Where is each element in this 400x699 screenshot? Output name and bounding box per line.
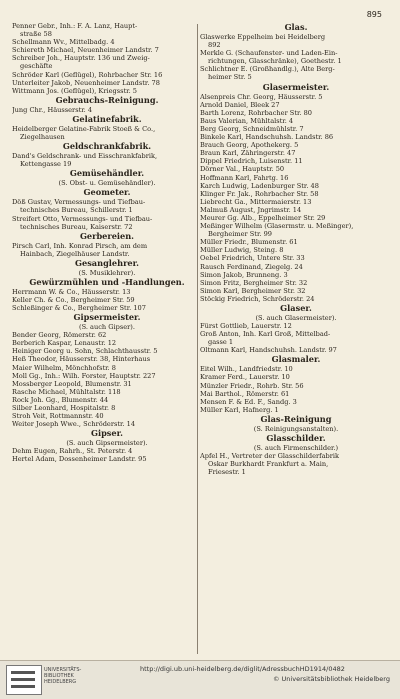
directory-entry: Dehm Eugen, Rahrh., St. Peterstr. 4 bbox=[12, 447, 133, 456]
section-heading: Gelatinefabrik. bbox=[72, 113, 142, 124]
directory-entry: Bergheimer Str. 99 bbox=[208, 230, 272, 239]
directory-entry: Karch Ludwig, Ladenburger Str. 48 bbox=[200, 181, 319, 190]
directory-entry: Jung Chr., Häusserstr. 4 bbox=[12, 105, 93, 114]
directory-entry: Wittmann Jos. (Geflügel), Kriegsstr. 5 bbox=[12, 86, 137, 95]
section-heading: Glasmaler. bbox=[271, 354, 321, 365]
directory-entry: Schleßinger & Co., Bergheimer Str. 107 bbox=[12, 304, 146, 313]
directory-entry: Pirsch Carl, Inh. Konrad Pirsch, am dem bbox=[12, 241, 148, 250]
section-heading: Glaser. bbox=[280, 303, 312, 313]
section-heading: Glasschilder. bbox=[266, 432, 326, 443]
directory-entry: Unterleiter Jakob, Neuenheimer Landstr. 78 bbox=[12, 78, 160, 87]
directory-entry: Penner Gebr., Inh.: F. A. Lanz, Haupt- bbox=[12, 22, 138, 30]
directory-entry: Stroh Veit, Rottmannstr. 40 bbox=[12, 412, 104, 421]
section-heading: Glas. bbox=[284, 22, 308, 32]
directory-entry: Berberich Kaspar, Lenaustr. 12 bbox=[12, 339, 117, 348]
directory-entry: Kettengasse 19 bbox=[20, 160, 72, 169]
directory-entry: Silber Leonhard, Hospitalstr. 8 bbox=[12, 404, 116, 412]
right-column bbox=[200, 22, 392, 476]
viewer-footer bbox=[0, 660, 400, 699]
section-heading: Geldschrankfabrik. bbox=[62, 141, 152, 152]
directory-entry: Apfel H., Vertreter der Glasschilderfabrik bbox=[200, 451, 340, 460]
directory-entry: Dörner Val., Hauptstr. 50 bbox=[200, 165, 285, 174]
directory-entry: Streifert Otto, Vermessungs- und Tiefbau- bbox=[12, 214, 153, 223]
directory-entry: Meurer Gg. Alb., Eppelheimer Str. 29 bbox=[200, 213, 326, 222]
directory-entry: Oebel Friedrich, Untere Str. 33 bbox=[200, 254, 305, 263]
directory-entry: Hainbach, Ziegelhäuser Landstr. bbox=[20, 249, 130, 258]
section-heading: Gebrauchs-Reinigung. bbox=[55, 94, 159, 105]
directory-entry: 892 bbox=[208, 41, 221, 50]
directory-entry: Müller Friedr., Blumenstr. 61 bbox=[200, 238, 298, 247]
directory-entry: Mossberger Leopold, Blumenstr. 31 bbox=[12, 379, 132, 388]
page-number: 895 bbox=[366, 10, 382, 19]
directory-entry: Dand's Geldschrank- und Eisschrankfabrik, bbox=[12, 152, 158, 161]
directory-entry: Keller Ch. & Co., Bergheimer Str. 59 bbox=[12, 295, 135, 304]
directory-entry: Heß Theodor, Häusserstr. 38, Hinterhaus bbox=[12, 355, 151, 364]
directory-entry: heimer Str. 5 bbox=[208, 73, 252, 82]
directory-entry: Klinger Fr. Jak., Rohrbacher Str. 58 bbox=[200, 189, 319, 198]
section-heading: Gipser. bbox=[90, 428, 124, 439]
directory-entry: Binkele Karl, Handschuhsh. Landstr. 86 bbox=[200, 133, 334, 142]
directory-entry: Maier Wilhelm, Mönchhofstr. 8 bbox=[12, 363, 116, 372]
directory-entry: Müller Ludwig, Steing. 8 bbox=[200, 246, 284, 255]
left-column bbox=[12, 22, 202, 463]
directory-entry: Mai Barthol., Römerstr. 61 bbox=[200, 389, 290, 398]
library-logo-text: UNIVERSITÄTS- BIBLIOTHEK HEIDELBERG bbox=[44, 667, 82, 685]
copyright-notice: © Universitätsbibliothek Heidelberg bbox=[272, 675, 390, 683]
directory-entry: Alsenpreis Chr. Georg, Häusserstr. 5 bbox=[200, 92, 323, 101]
permalink-url[interactable]: http://digi.ub.uni-heidelberg.de/diglit/AdressbuchHD1914/0482 bbox=[140, 665, 345, 673]
directory-entry: Simon Karl, Bergheimer Str. 32 bbox=[200, 286, 306, 295]
directory-entry: Oskar Burkhardt Frankfurt a. Main, bbox=[208, 460, 329, 469]
directory-entry: Baus Valerian, Mühltalstr. 4 bbox=[200, 116, 294, 125]
directory-entry: Mensen F. & Ed. F., Sandg. 3 bbox=[200, 397, 297, 406]
section-heading: Geometer. bbox=[83, 187, 131, 198]
directory-entry: Barth Lorenz, Rohrbacher Str. 80 bbox=[200, 108, 312, 117]
directory-entry: Schellmann Wv., Mittelbadg. 4 bbox=[12, 38, 115, 47]
directory-entry: Schiereth Michael, Neuenheimer Landstr. 7 bbox=[12, 46, 159, 55]
section-heading: Gesanglehrer. bbox=[75, 257, 139, 268]
directory-entry: Heidelberger Gelatine-Fabrik Stoeß & Co., bbox=[12, 124, 156, 133]
directory-entry: Simon Fritz, Bergheimer Str. 32 bbox=[200, 278, 308, 287]
directory-entry: Ziegelhausen bbox=[20, 133, 65, 142]
directory-entry: gasse 1 bbox=[208, 338, 234, 347]
directory-entry: Schreiber Joh., Hauptstr. 136 und Zweig- bbox=[12, 54, 150, 63]
directory-entry: Weiter Joseph Wwe., Schröderstr. 14 bbox=[12, 420, 136, 429]
directory-entry: Eitel Wilh., Landfriedstr. 10 bbox=[200, 365, 293, 374]
directory-entry: Berg Georg, Schneidmühlstr. 7 bbox=[200, 124, 304, 133]
directory-entry: Bender Georg, Römerstr. 62 bbox=[12, 331, 107, 340]
directory-entry: Meßinger Wilhelm (Glasermstr. u. Meßinger), bbox=[200, 222, 354, 231]
directory-entry: Groß Anton, Inh. Karl Groß, Mittelbad- bbox=[200, 330, 331, 339]
section-heading: Glas-Reinigung bbox=[260, 413, 332, 424]
section-heading: Gipsermeister. bbox=[73, 312, 141, 323]
directory-entry: Heiniger Georg u. Sohn, Schlachthausstr. 5 bbox=[12, 347, 158, 356]
column-divider bbox=[197, 24, 198, 654]
cross-reference: (S. auch Gipsermeister). bbox=[66, 439, 148, 448]
directory-entry: Dippel Friedrich, Luisenstr. 11 bbox=[200, 157, 303, 166]
cross-reference: (S. Musiklehrer). bbox=[78, 268, 136, 277]
cross-reference: (S. Reinigungsanstalten). bbox=[253, 424, 339, 433]
directory-entry: Schröder Karl (Geflügel), Rohrbacher Str. 16 bbox=[12, 70, 163, 79]
directory-entry: Merkle G. (Schaufenster- und Laden-Ein- bbox=[200, 49, 338, 58]
section-heading: Gerbereien. bbox=[79, 230, 135, 241]
directory-entry: Hoffmann Karl, Fahrtg. 16 bbox=[200, 173, 289, 182]
directory-entry: Moll Gg., Inh.: Wilh. Forster, Hauptstr. 227 bbox=[12, 371, 156, 380]
directory-entry: Rock Joh. Gg., Blumenstr. 44 bbox=[12, 395, 109, 404]
directory-entry: Arnold Daniel, Bleek 27 bbox=[200, 100, 280, 109]
directory-entry: richtungen, Glasschränke), Goethestr. 1 bbox=[208, 57, 342, 66]
directory-entry: Stöckig Friedrich, Schröderstr. 24 bbox=[200, 294, 315, 303]
directory-entry: technisches Bureau, Kaiserstr. 72 bbox=[20, 222, 133, 231]
directory-entry: Oltmann Karl, Handschuhsh. Landstr. 97 bbox=[200, 346, 337, 355]
directory-entry: Braun Karl, Zähringerstr. 47 bbox=[200, 149, 296, 158]
directory-entry: Brauch Georg, Apothekerg. 5 bbox=[200, 141, 299, 150]
cross-reference: (S. auch Gipser). bbox=[79, 323, 135, 332]
directory-entry: Schlichtner E. (Großhandlg.), Alte Berg- bbox=[200, 65, 335, 74]
directory-entry: geschäfte bbox=[20, 62, 53, 71]
directory-entry: straße 58 bbox=[20, 30, 52, 39]
directory-entry: technisches Bureau, Schillerstr. 1 bbox=[20, 206, 133, 215]
library-logo-icon bbox=[6, 665, 42, 695]
directory-entry: Rausch Ferdinand, Ziegelg. 24 bbox=[200, 262, 303, 271]
directory-entry: Herrmann W. & Co., Häusserstr. 13 bbox=[12, 287, 131, 296]
directory-entry: Rasche Michael, Mühltalstr. 118 bbox=[12, 387, 121, 396]
cross-reference: (S. Obst- u. Gemüsehändler). bbox=[58, 179, 156, 188]
cross-reference: (S. auch Firmenschilder.) bbox=[253, 443, 339, 452]
directory-entry: Fürst Gottlieb, Lauerstr. 12 bbox=[200, 322, 292, 330]
section-heading: Glasermeister. bbox=[262, 81, 330, 92]
directory-entry: Glaswerke Eppelheim bei Heidelberg bbox=[200, 33, 326, 41]
directory-entry: Friesestr. 1 bbox=[208, 468, 246, 477]
directory-entry: Kramer Ferd., Lauerstr. 10 bbox=[200, 373, 290, 382]
cross-reference: (S. auch Glasermeister). bbox=[255, 314, 337, 322]
directory-entry: Malmuß August, Jngrimstr. 14 bbox=[200, 205, 302, 214]
directory-entry: Hertel Adam, Dossenheimer Landstr. 95 bbox=[12, 455, 147, 464]
section-heading: Gemüsehändler. bbox=[69, 168, 145, 179]
section-heading: Gewürzmühlen und -Handlungen. bbox=[29, 276, 185, 287]
directory-entry: Müller Karl, Hafnerg. 1 bbox=[200, 405, 279, 414]
directory-entry: Simon Jakob, Brunneng. 3 bbox=[200, 270, 288, 279]
directory-entry: Liebrecht Ga., Mittermaierstr. 13 bbox=[200, 197, 312, 206]
directory-entry: Döß Gustav, Vermessungs- und Tiefbau- bbox=[12, 198, 146, 207]
directory-entry: Münzler Friedr., Rohrb. Str. 56 bbox=[200, 381, 304, 390]
